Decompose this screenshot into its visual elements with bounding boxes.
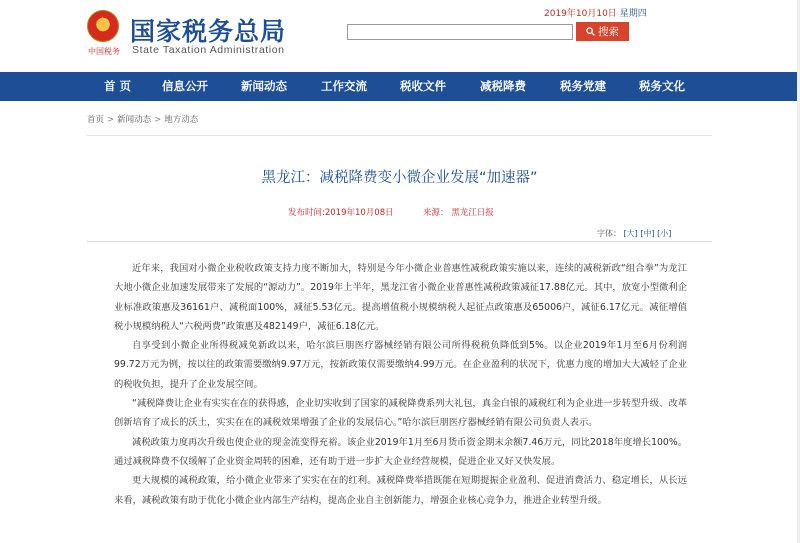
breadcrumb-local-news[interactable]: 地方动态: [164, 115, 199, 125]
site-header: [0, 0, 800, 72]
nav-item-tax-culture[interactable]: 税务文化: [639, 79, 685, 93]
nav-item-home[interactable]: 首 页: [104, 79, 132, 93]
tax-emblem-logo[interactable]: [86, 10, 120, 58]
nav-item-tax-reduction[interactable]: 减税降费: [480, 79, 526, 93]
nav-item-info-disclosure[interactable]: 信息公开: [162, 79, 208, 93]
breadcrumb-news[interactable]: 新闻动态: [117, 115, 152, 125]
nav-item-work-exchange[interactable]: 工作交流: [321, 79, 367, 93]
font-size-control: [597, 228, 671, 239]
publish-date: 发布时间:2019年10月08日: [288, 208, 394, 218]
weekday-text: 星期四: [619, 9, 647, 19]
main-nav: [0, 72, 800, 101]
font-size-large[interactable]: [大]: [623, 229, 638, 238]
breadcrumb-separator: >: [154, 115, 162, 125]
search-button[interactable]: [576, 22, 629, 41]
current-date: [544, 6, 647, 19]
breadcrumb: [87, 113, 198, 125]
date-text: 2019年10月10日: [544, 9, 617, 19]
article-paragraph: 更大规模的减税政策，给小微企业带来了实实在在的红利。减税降费举措既能在短期提振企业盈利、促进消费活力、稳定增长，从长远来看，减税政策有助于优化小微企业内部生产结构，提高企业自主创新能力，增强企业核心竞争力，推进企业转型升级。: [114, 475, 687, 506]
breadcrumb-divider: [87, 135, 712, 136]
nav-item-news[interactable]: 新闻动态: [241, 79, 287, 93]
font-size-small[interactable]: [小]: [657, 229, 672, 238]
source-label: 来源：: [423, 208, 449, 218]
search-button-label: 搜索: [598, 26, 619, 38]
search-input[interactable]: [347, 24, 573, 40]
article-divider: [87, 241, 712, 242]
font-size-label: 字体：: [597, 229, 621, 238]
article-body: [114, 259, 687, 510]
site-subtitle: State Taxation Administration: [132, 44, 285, 56]
article-paragraph: 减税政策力度再次升级也使企业的现金流变得充裕。该企业2019年1月至6月货币资金期末余额7.46万元，同比2018年度增长100%。通过减税降费不仅缓解了企业资金周转的困难，还有助于进一步扩大企业经营规模，促进企业又好又快发展。: [114, 436, 687, 467]
site-title[interactable]: 国家税务总局: [130, 17, 287, 46]
article-title: 黑龙江：减税降费变小微企业发展“加速器”: [261, 170, 538, 186]
search-icon: [586, 27, 595, 36]
source-name: 黑龙江日报: [451, 208, 494, 218]
nav-item-party-building[interactable]: 税务党建: [560, 79, 606, 93]
article-paragraph: 自享受到小微企业所得税减免新政以来，哈尔滨巨朋医疗器械经销有限公司所得税税负降低到5%。以企业2019年1月至6月份利润99.72万元为例，按以往的政策需要缴纳9.97万元，按新政策仅需要缴纳4.99万元。在企业盈利的状况下，优惠力度的增加大大减轻了企业的税收负担，提升了企业发展空间。: [114, 340, 687, 390]
star-icon: ★: [95, 13, 110, 32]
breadcrumb-separator: >: [107, 115, 115, 125]
article-source: [423, 206, 494, 218]
breadcrumb-home[interactable]: 首页: [87, 115, 105, 125]
font-size-medium[interactable]: [中]: [640, 229, 655, 238]
emblem-text: 中国税务: [88, 47, 120, 56]
article-paragraph: 近年来，我国对小微企业税收政策支持力度不断加大，特别是今年小微企业普惠性减税政策实施以来，连续的减税新政“组合拳”为龙江大地小微企业加速发展带来了发展的“源动力”。2019年上半年，黑龙江省小微企业普惠性减税政策减征17.88亿元。其中，放宽小型微利企业标准政策惠及36161户、减税面100%，减征5.53亿元。提高增值税小规模纳税人起征点政策惠及65006户，减征6.17亿元。减征增值税小规模纳税人“六税两费”政策惠及482149户，减征6.18亿元。: [114, 263, 687, 332]
article-paragraph: “减税降费让企业有实实在在的获得感，企业切实收到了国家的减税降费系列大礼包，真金白银的减税红利为企业进一步转型升级、改革创新培育了成长的沃土，实实在在的减税效果增强了企业的发展信心。”哈尔滨巨朋医疗器械经销有限公司负责人表示。: [114, 398, 687, 429]
nav-item-tax-documents[interactable]: 税收文件: [400, 79, 446, 93]
